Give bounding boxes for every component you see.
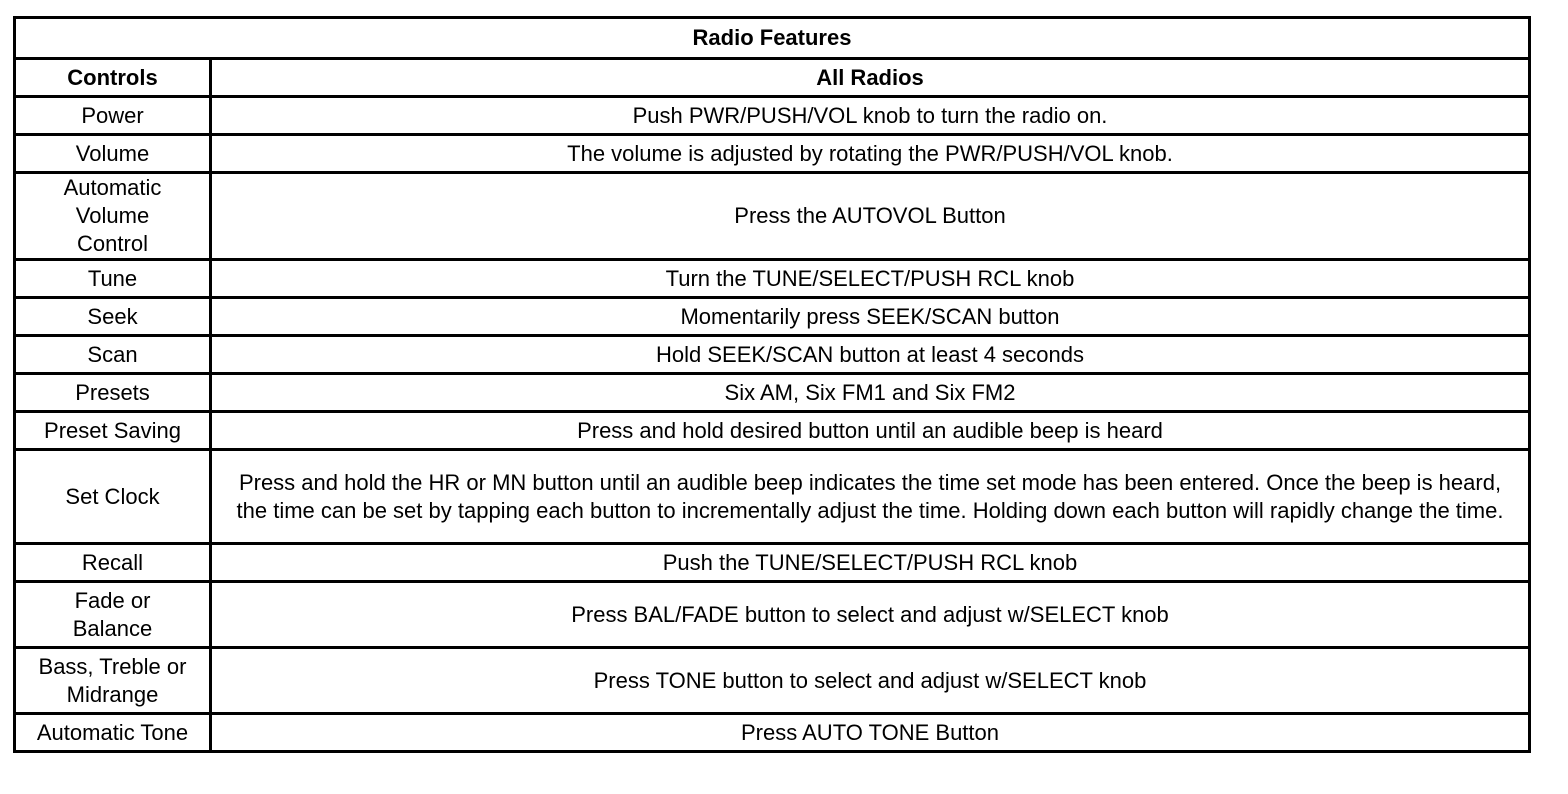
column-header-all-radios: All Radios [211,59,1530,97]
description-cell: Push the TUNE/SELECT/PUSH RCL knob [211,544,1530,582]
table-row [15,648,1530,714]
table-row [15,412,1530,450]
table-row [15,135,1530,173]
control-cell: Preset Saving [15,412,211,450]
description-cell: Press AUTO TONE Button [211,714,1530,752]
description-cell: Hold SEEK/SCAN button at least 4 seconds [211,336,1530,374]
table-row [15,298,1530,336]
description-cell: Press TONE button to select and adjust w/SELECT knob [211,648,1530,714]
table-row [15,97,1530,135]
column-header-controls: Controls [15,59,211,97]
table-row [15,544,1530,582]
description-cell: Press and hold the HR or MN button until an audible beep indicates the time set mode has been entered. Once the beep is heard, the time can be set by tapping each button to incrementally adjust the time. Holding down each button will rapidly change the time. [211,450,1530,544]
description-cell: Six AM, Six FM1 and Six FM2 [211,374,1530,412]
description-cell: Press BAL/FADE button to select and adjust w/SELECT knob [211,582,1530,648]
table-row [15,173,1530,260]
control-cell: Bass, Treble or Midrange [15,648,211,714]
description-cell: Push PWR/PUSH/VOL knob to turn the radio on. [211,97,1530,135]
description-cell: Momentarily press SEEK/SCAN button [211,298,1530,336]
table-row [15,714,1530,752]
table-title: Radio Features [15,18,1530,59]
control-cell: Presets [15,374,211,412]
control-cell: Automatic Volume Control [15,173,211,260]
description-cell: The volume is adjusted by rotating the PWR/PUSH/VOL knob. [211,135,1530,173]
radio-features-table [13,16,1531,753]
description-cell: Turn the TUNE/SELECT/PUSH RCL knob [211,260,1530,298]
control-cell: Seek [15,298,211,336]
control-cell: Volume [15,135,211,173]
control-cell: Set Clock [15,450,211,544]
table-row [15,336,1530,374]
control-cell: Recall [15,544,211,582]
table-row [15,450,1530,544]
description-cell: Press and hold desired button until an audible beep is heard [211,412,1530,450]
table-row [15,582,1530,648]
control-cell: Scan [15,336,211,374]
control-cell: Power [15,97,211,135]
table-row [15,374,1530,412]
table-header-row [15,59,1530,97]
control-cell: Automatic Tone [15,714,211,752]
control-cell: Tune [15,260,211,298]
table-row [15,260,1530,298]
table-title-row [15,18,1530,59]
description-cell: Press the AUTOVOL Button [211,173,1530,260]
control-cell: Fade or Balance [15,582,211,648]
